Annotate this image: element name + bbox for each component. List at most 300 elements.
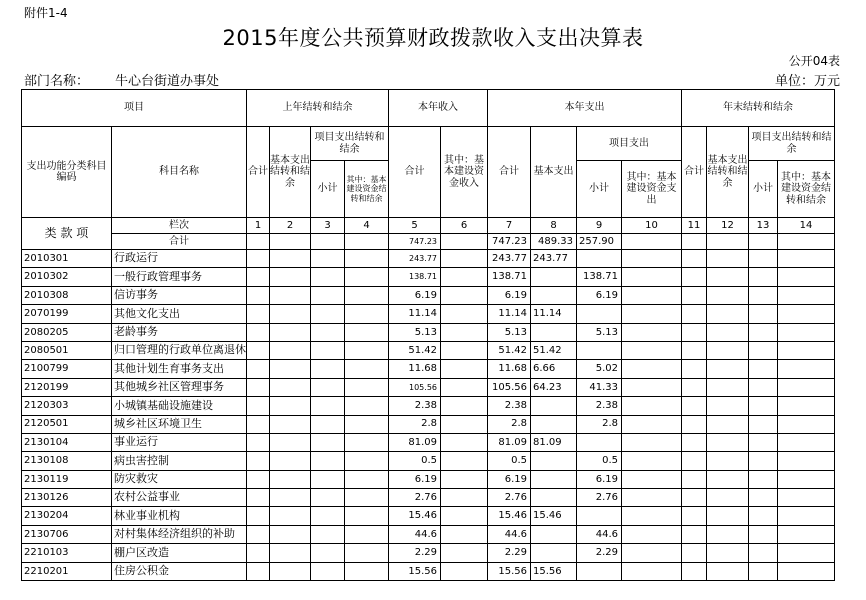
empty-cell [749, 489, 778, 507]
column-number: 10 [622, 218, 682, 234]
row-expense-total: 44.6 [488, 525, 531, 543]
empty-cell [707, 250, 749, 268]
empty-cell [441, 323, 488, 341]
row-expense-total: 0.5 [488, 452, 531, 470]
row-income: 15.46 [389, 507, 441, 525]
empty-cell [707, 341, 749, 359]
row-expense-basic [531, 323, 577, 341]
column-number: 1 [247, 218, 270, 234]
empty-cell [778, 378, 835, 396]
empty-cell [345, 489, 389, 507]
table-row [22, 378, 835, 396]
row-expense-basic: 243.77 [531, 250, 577, 268]
empty-cell [311, 286, 345, 304]
table-row [22, 323, 835, 341]
empty-cell [778, 489, 835, 507]
empty-cell [749, 415, 778, 433]
row-expense-basic: 64.23 [531, 378, 577, 396]
empty-cell [749, 305, 778, 323]
empty-cell [682, 305, 707, 323]
row-name: 事业运行 [112, 433, 247, 451]
empty-cell [270, 489, 311, 507]
empty-cell [622, 562, 682, 580]
empty-cell [682, 360, 707, 378]
empty-cell [270, 286, 311, 304]
row-expense-total: 2.8 [488, 415, 531, 433]
row-code: 2130108 [22, 452, 112, 470]
row-expense-basic [531, 525, 577, 543]
table-row [22, 525, 835, 543]
empty-cell [707, 268, 749, 286]
empty-cell [682, 452, 707, 470]
empty-cell [682, 507, 707, 525]
empty-cell [778, 562, 835, 580]
empty-cell [778, 397, 835, 415]
empty-cell [345, 268, 389, 286]
header-lanci: 栏次 [112, 218, 247, 234]
empty-cell [682, 397, 707, 415]
table-row [22, 470, 835, 488]
empty-cell [441, 507, 488, 525]
row-name: 小城镇基础设施建设 [112, 397, 247, 415]
row-income: 138.71 [389, 268, 441, 286]
header-expense-subtotal: 小计 [577, 161, 622, 218]
row-name: 城乡社区环境卫生 [112, 415, 247, 433]
row-income: 81.09 [389, 433, 441, 451]
empty-cell [270, 397, 311, 415]
row-expense-total: 2.38 [488, 397, 531, 415]
table-row [22, 268, 835, 286]
empty-cell [749, 250, 778, 268]
header-current-income: 本年收入 [389, 90, 488, 127]
header-project: 项目 [22, 90, 247, 127]
row-name: 对村集体经济组织的补助 [112, 525, 247, 543]
header-income-capital: 其中：基本建设资金收入 [441, 127, 488, 218]
header-expense-basic: 基本支出 [531, 127, 577, 218]
header-prev-capital: 其中：基本建设资金结转和结余 [345, 161, 389, 218]
empty-cell [270, 268, 311, 286]
row-expense-total: 5.13 [488, 323, 531, 341]
empty-cell [247, 323, 270, 341]
row-code: 2130204 [22, 507, 112, 525]
row-expense-project: 0.5 [577, 452, 622, 470]
empty-cell [311, 525, 345, 543]
row-expense-total: 2.29 [488, 544, 531, 562]
row-name: 其他文化支出 [112, 305, 247, 323]
empty-cell [247, 378, 270, 396]
row-code: 2010308 [22, 286, 112, 304]
empty-cell [270, 433, 311, 451]
empty-cell [345, 452, 389, 470]
empty-cell [707, 397, 749, 415]
row-income: 0.5 [389, 452, 441, 470]
row-expense-project [577, 250, 622, 268]
header-expense-capital: 其中：基本建设资金支出 [622, 161, 682, 218]
row-expense-basic: 15.46 [531, 507, 577, 525]
table-row [22, 562, 835, 580]
empty-cell [270, 562, 311, 580]
empty-cell [441, 415, 488, 433]
total-income: 747.23 [389, 234, 441, 250]
header-prev-balance: 上年结转和结余 [247, 90, 389, 127]
row-code: 2070199 [22, 305, 112, 323]
row-expense-project [577, 562, 622, 580]
empty-cell [707, 507, 749, 525]
empty-cell [707, 470, 749, 488]
row-expense-total: 15.56 [488, 562, 531, 580]
header-end-balance: 年末结转和结余 [682, 90, 835, 127]
row-expense-total: 51.42 [488, 341, 531, 359]
department [24, 70, 219, 89]
empty-cell [749, 452, 778, 470]
column-number: 4 [345, 218, 389, 234]
empty-cell [682, 562, 707, 580]
row-expense-total: 15.46 [488, 507, 531, 525]
header-current-expense: 本年支出 [488, 90, 682, 127]
empty-cell [749, 360, 778, 378]
empty-cell [749, 433, 778, 451]
row-expense-project: 41.33 [577, 378, 622, 396]
column-number: 7 [488, 218, 531, 234]
attachment-label: 附件1-4 [24, 6, 68, 20]
empty-cell [345, 305, 389, 323]
row-code: 2210103 [22, 544, 112, 562]
column-number: 14 [778, 218, 835, 234]
header-end-basic: 基本支出结转和结余 [707, 127, 749, 218]
empty-cell [270, 415, 311, 433]
header-expense-project: 项目支出 [577, 127, 682, 161]
empty-cell [778, 525, 835, 543]
row-expense-basic: 15.56 [531, 562, 577, 580]
header-prev-project: 项目支出结转和结余 [311, 127, 389, 161]
row-expense-basic [531, 415, 577, 433]
row-expense-basic [531, 452, 577, 470]
empty-cell [622, 397, 682, 415]
empty-cell [247, 360, 270, 378]
empty-cell [778, 470, 835, 488]
column-number: 9 [577, 218, 622, 234]
row-expense-project [577, 433, 622, 451]
empty-cell [749, 378, 778, 396]
row-income: 5.13 [389, 323, 441, 341]
row-code: 2120199 [22, 378, 112, 396]
row-name: 老龄事务 [112, 323, 247, 341]
table-row [22, 397, 835, 415]
total-row-label: 合计 [112, 234, 247, 250]
row-expense-total: 6.19 [488, 286, 531, 304]
unit-label: 单位：万元 [774, 74, 840, 89]
header-end-subtotal: 小计 [749, 161, 778, 218]
empty-cell [247, 489, 270, 507]
empty-cell [345, 470, 389, 488]
empty-cell [270, 507, 311, 525]
empty-cell [622, 470, 682, 488]
empty-cell [622, 452, 682, 470]
empty-cell [247, 544, 270, 562]
empty-cell [441, 268, 488, 286]
row-expense-project: 2.29 [577, 544, 622, 562]
header-class-item: 类 款 项 [22, 218, 112, 250]
row-expense-project: 6.19 [577, 470, 622, 488]
row-expense-basic [531, 470, 577, 488]
empty-cell [778, 507, 835, 525]
empty-cell [345, 250, 389, 268]
row-code: 2120501 [22, 415, 112, 433]
empty-cell [441, 544, 488, 562]
empty-cell [345, 286, 389, 304]
row-name: 林业事业机构 [112, 507, 247, 525]
row-income: 2.29 [389, 544, 441, 562]
row-code: 2130119 [22, 470, 112, 488]
empty-cell [441, 360, 488, 378]
empty-cell [622, 286, 682, 304]
row-name: 农村公益事业 [112, 489, 247, 507]
empty-cell [247, 250, 270, 268]
row-code: 2210201 [22, 562, 112, 580]
row-expense-basic: 81.09 [531, 433, 577, 451]
column-number: 3 [311, 218, 345, 234]
row-name: 归口管理的行政单位离退休 [112, 341, 247, 359]
empty-cell [707, 489, 749, 507]
department-name: 牛心台街道办事处 [115, 74, 220, 89]
empty-cell [707, 286, 749, 304]
empty-cell [247, 341, 270, 359]
empty-cell [707, 562, 749, 580]
empty-cell [749, 507, 778, 525]
empty-cell [247, 397, 270, 415]
empty-cell [778, 323, 835, 341]
empty-cell [270, 341, 311, 359]
empty-cell [682, 433, 707, 451]
row-expense-basic: 51.42 [531, 341, 577, 359]
table-row [22, 341, 835, 359]
row-expense-basic [531, 544, 577, 562]
empty-cell [247, 286, 270, 304]
empty-cell [441, 470, 488, 488]
row-expense-total: 138.71 [488, 268, 531, 286]
row-code: 2010302 [22, 268, 112, 286]
empty-cell [270, 544, 311, 562]
table-row [22, 544, 835, 562]
empty-cell [622, 415, 682, 433]
empty-cell [247, 470, 270, 488]
empty-cell [270, 470, 311, 488]
table-row [22, 507, 835, 525]
empty-cell [311, 268, 345, 286]
empty-cell [441, 562, 488, 580]
empty-cell [441, 489, 488, 507]
empty-cell [345, 525, 389, 543]
empty-cell [345, 323, 389, 341]
empty-cell [778, 452, 835, 470]
empty-cell [270, 305, 311, 323]
empty-cell [707, 525, 749, 543]
department-label: 部门名称： [24, 74, 90, 89]
empty-cell [682, 489, 707, 507]
empty-cell [270, 360, 311, 378]
empty-cell [778, 544, 835, 562]
row-code: 2120303 [22, 397, 112, 415]
empty-cell [247, 507, 270, 525]
empty-cell [247, 452, 270, 470]
empty-cell [441, 433, 488, 451]
total-expense: 747.23 [488, 234, 531, 250]
empty-cell [441, 250, 488, 268]
row-code: 2130104 [22, 433, 112, 451]
row-name: 一般行政管理事务 [112, 268, 247, 286]
empty-cell [682, 470, 707, 488]
empty-cell [682, 323, 707, 341]
empty-cell [682, 250, 707, 268]
empty-cell [441, 525, 488, 543]
empty-cell [682, 415, 707, 433]
empty-cell [270, 452, 311, 470]
empty-cell [345, 433, 389, 451]
row-expense-project [577, 341, 622, 359]
empty-cell [247, 562, 270, 580]
row-income: 243.77 [389, 250, 441, 268]
row-name: 棚户区改造 [112, 544, 247, 562]
empty-cell [622, 250, 682, 268]
row-expense-total: 6.19 [488, 470, 531, 488]
empty-cell [749, 323, 778, 341]
header-income-total: 合计 [389, 127, 441, 218]
empty-cell [311, 397, 345, 415]
row-code: 2100799 [22, 360, 112, 378]
empty-cell [441, 286, 488, 304]
empty-cell [682, 378, 707, 396]
empty-cell [345, 341, 389, 359]
page-title: 2015年度公共预算财政拨款收入支出决算表 [222, 26, 644, 50]
empty-cell [441, 341, 488, 359]
row-expense-project [577, 507, 622, 525]
empty-cell [707, 305, 749, 323]
empty-cell [270, 250, 311, 268]
row-name: 行政运行 [112, 250, 247, 268]
row-name: 病虫害控制 [112, 452, 247, 470]
row-income: 51.42 [389, 341, 441, 359]
row-code: 2080501 [22, 341, 112, 359]
table-row [22, 452, 835, 470]
empty-cell [622, 323, 682, 341]
empty-cell [270, 323, 311, 341]
empty-cell [311, 415, 345, 433]
row-expense-total: 105.56 [488, 378, 531, 396]
column-number: 2 [270, 218, 311, 234]
empty-cell [622, 305, 682, 323]
row-expense-project: 2.8 [577, 415, 622, 433]
empty-cell [622, 507, 682, 525]
empty-cell [682, 525, 707, 543]
row-expense-project [577, 305, 622, 323]
empty-cell [247, 433, 270, 451]
empty-cell [247, 305, 270, 323]
empty-cell [749, 544, 778, 562]
empty-cell [441, 378, 488, 396]
empty-cell [749, 286, 778, 304]
column-number: 13 [749, 218, 778, 234]
column-number: 6 [441, 218, 488, 234]
empty-cell [778, 415, 835, 433]
row-name: 住房公积金 [112, 562, 247, 580]
empty-cell [311, 433, 345, 451]
column-number: 8 [531, 218, 577, 234]
empty-cell [345, 360, 389, 378]
empty-cell [345, 544, 389, 562]
empty-cell [311, 489, 345, 507]
row-expense-basic [531, 286, 577, 304]
row-expense-project: 6.19 [577, 286, 622, 304]
table-row [22, 360, 835, 378]
empty-cell [749, 525, 778, 543]
table-row [22, 415, 835, 433]
row-expense-project: 44.6 [577, 525, 622, 543]
row-income: 105.56 [389, 378, 441, 396]
table-row [22, 489, 835, 507]
row-income: 15.56 [389, 562, 441, 580]
row-income: 2.76 [389, 489, 441, 507]
header-expense-total: 合计 [488, 127, 531, 218]
column-number: 5 [389, 218, 441, 234]
row-expense-project: 2.76 [577, 489, 622, 507]
empty-cell [247, 268, 270, 286]
empty-cell [622, 341, 682, 359]
row-expense-total: 81.09 [488, 433, 531, 451]
empty-cell [311, 305, 345, 323]
empty-cell [311, 452, 345, 470]
empty-cell [622, 525, 682, 543]
empty-cell [778, 250, 835, 268]
empty-cell [311, 250, 345, 268]
row-expense-basic [531, 489, 577, 507]
empty-cell [622, 433, 682, 451]
empty-cell [682, 286, 707, 304]
empty-cell [749, 470, 778, 488]
header-end-capital: 其中：基本建设资金结转和结余 [778, 161, 835, 218]
row-code: 2080205 [22, 323, 112, 341]
empty-cell [707, 378, 749, 396]
row-income: 2.38 [389, 397, 441, 415]
empty-cell [682, 341, 707, 359]
form-number: 公开04表 [788, 54, 840, 68]
empty-cell [311, 507, 345, 525]
header-end-project: 项目支出结转和结余 [749, 127, 835, 161]
empty-cell [778, 341, 835, 359]
empty-cell [749, 562, 778, 580]
row-income: 11.68 [389, 360, 441, 378]
row-expense-total: 243.77 [488, 250, 531, 268]
empty-cell [311, 360, 345, 378]
row-expense-basic [531, 397, 577, 415]
empty-cell [622, 268, 682, 286]
empty-cell [682, 268, 707, 286]
empty-cell [707, 415, 749, 433]
header-function-code: 支出功能分类科目编码 [22, 127, 112, 218]
empty-cell [707, 323, 749, 341]
empty-cell [345, 397, 389, 415]
row-expense-project: 5.02 [577, 360, 622, 378]
empty-cell [441, 397, 488, 415]
empty-cell [749, 341, 778, 359]
empty-cell [311, 378, 345, 396]
empty-cell [778, 268, 835, 286]
empty-cell [778, 433, 835, 451]
column-number: 12 [707, 218, 749, 234]
row-expense-project: 138.71 [577, 268, 622, 286]
table-row [22, 433, 835, 451]
empty-cell [441, 452, 488, 470]
row-income: 6.19 [389, 470, 441, 488]
